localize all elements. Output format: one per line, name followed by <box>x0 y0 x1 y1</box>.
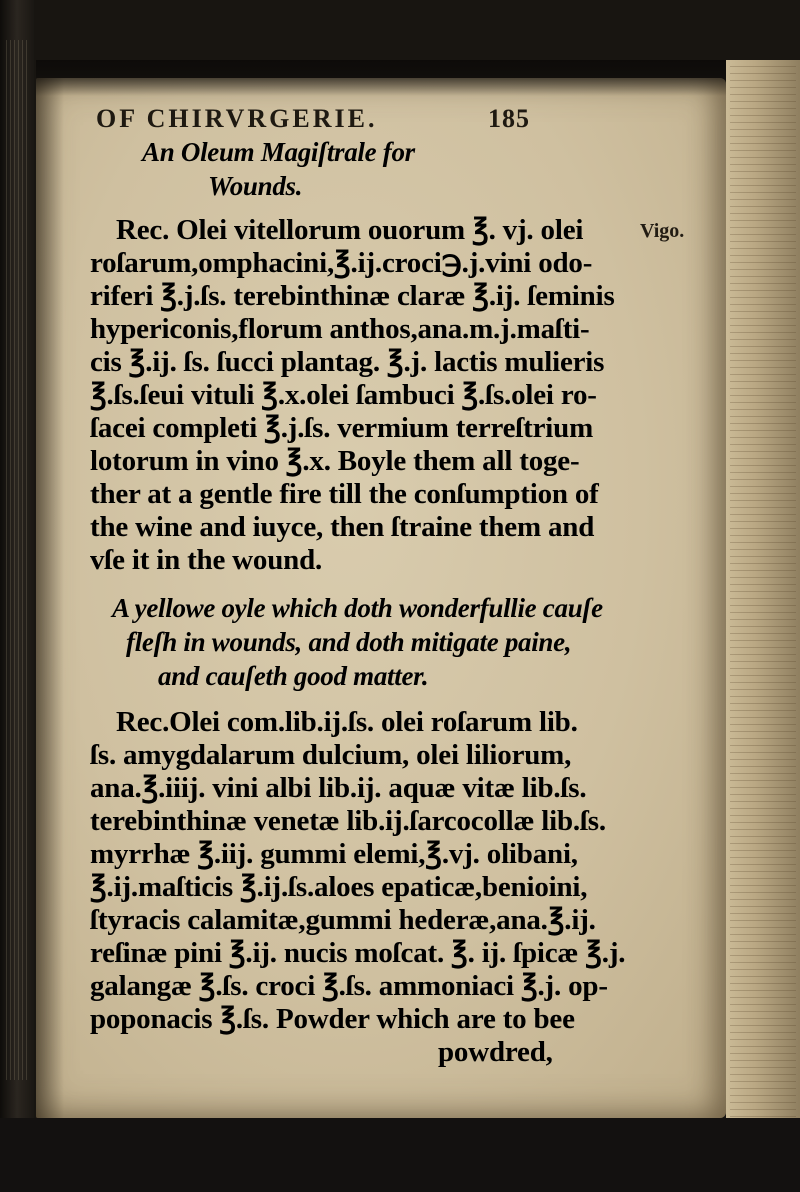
section-1-body-line-2: roſarum,omphacini,℥.ij.croci℈.j.vini odo- <box>90 247 593 279</box>
section-2-body-line-4: terebinthinæ venetæ lib.ij.ſarcocollæ lib.ſs. <box>90 805 606 837</box>
margin-note: Vigo. <box>640 220 685 242</box>
section-1-body-line-1: Rec. Olei vitellorum ouorum ℥. vj. olei <box>116 214 584 246</box>
section-2-heading-line-2: fleſh in wounds, and doth mitigate paine, <box>126 627 572 657</box>
page-number: 185 <box>488 104 530 133</box>
section-1-body-line-5: cis ℥.ij. ſs. ſucci plantag. ℥.j. lactis mulieris <box>90 346 605 378</box>
section-2-body-line-2: ſs. amygdalarum dulcium, olei liliorum, <box>90 739 572 771</box>
bottom-background <box>0 1118 800 1192</box>
page-top-shadow <box>36 60 726 96</box>
section-1-body-line-11: vſe it in the wound. <box>90 544 323 576</box>
section-1-body-line-7: ſacei completi ℥.j.ſs. vermium terreſtrium <box>90 412 594 444</box>
section-1-body-line-8: lotorum in vino ℥.x. Boyle them all toge- <box>90 445 580 477</box>
section-2-body-line-7: ſtyracis calamitæ,gummi hederæ,ana.℥.ij. <box>90 904 596 936</box>
page-gutter-shadow <box>36 78 64 1118</box>
section-2-heading-line-1: A yellowe oyle which doth wonderfullie cauſe <box>112 593 603 623</box>
section-2-body-line-6: ℥.ij.maſticis ℥.ij.ſs.aloes epaticæ,benioini, <box>90 871 588 903</box>
section-2-body-line-9: galangæ ℥.ſs. croci ℥.ſs. ammoniaci ℥.j. op- <box>90 970 608 1002</box>
section-2-body-line-1: Rec.Olei com.lib.ij.ſs. olei roſarum lib. <box>116 706 578 738</box>
section-2-body-line-11: powdred, <box>438 1036 553 1068</box>
section-2-heading-line-3: and cauſeth good matter. <box>158 661 429 691</box>
section-1-heading-line-2: Wounds. <box>208 171 303 201</box>
section-1-heading-line-1: An Oleum Magiſtrale for <box>142 137 415 167</box>
section-1-body-line-6: ℥.ſs.ſeui vituli ℥.x.olei ſambuci ℥.ſs.olei ro- <box>90 379 597 411</box>
section-2-body-line-8: reſinæ pini ℥.ij. nucis moſcat. ℥. ij. ſpicæ ℥.j. <box>90 937 626 969</box>
section-2-body-line-3: ana.℥.iiij. vini albi lib.ij. aquæ vitæ lib.ſs. <box>90 772 587 804</box>
book-left-page-stack <box>6 40 28 1080</box>
fore-edge-page-stack <box>730 64 796 1124</box>
section-1-body-line-9: ther at a gentle fire till the conſumption of <box>90 478 599 510</box>
section-1-body-line-3: riferi ℥.j.ſs. terebinthinæ claræ ℥.ij. ſeminis <box>90 280 615 312</box>
section-1-body-line-4: hypericonis,florum anthos,ana.m.j.maſti- <box>90 313 590 345</box>
section-2-body-line-5: myrrhæ ℥.iij. gummi elemi,℥.vj. olibani, <box>90 838 578 870</box>
section-2-body-line-10: poponacis ℥.ſs. Powder which are to bee <box>90 1003 575 1035</box>
section-1-body-line-10: the wine and iuyce, then ſtraine them and <box>90 511 595 543</box>
running-head-title: OF CHIRVRGERIE. <box>96 104 378 133</box>
